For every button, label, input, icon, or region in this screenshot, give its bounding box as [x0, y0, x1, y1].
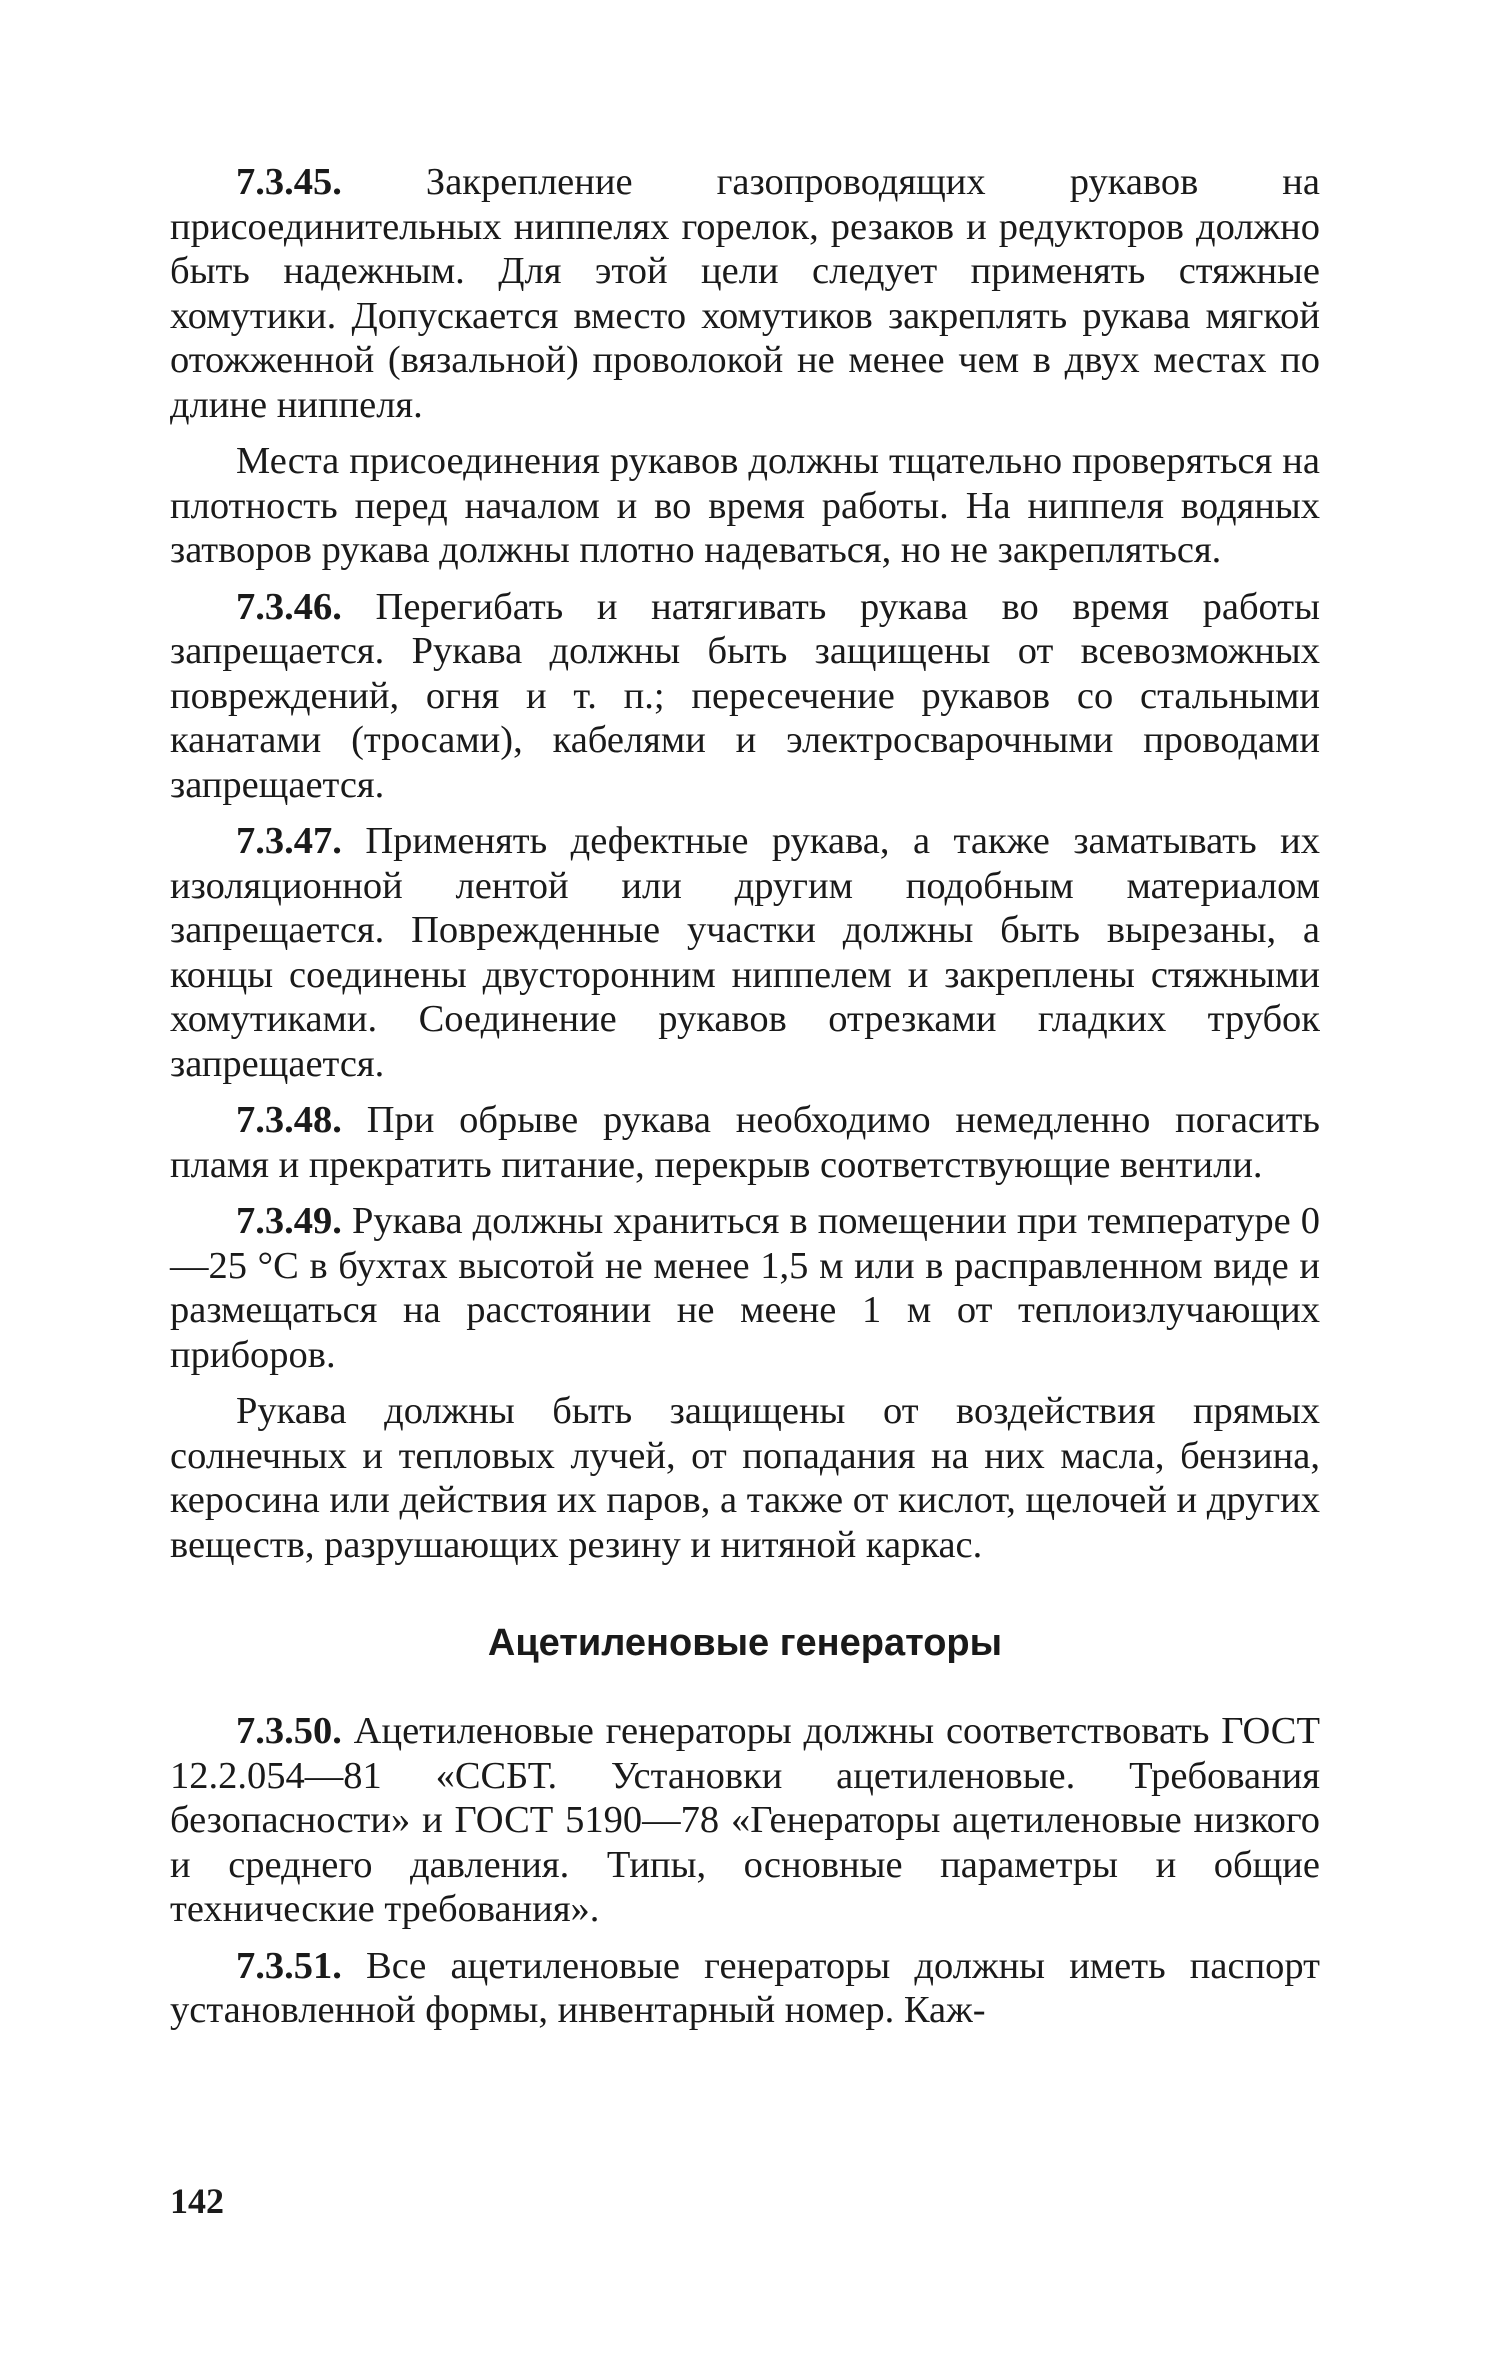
document-page [170, 160, 1320, 2045]
paragraph-text: Ацетиленовые генераторы должны соответствовать ГОСТ 12.2.054—81 «ССБТ. Установки ацетиленовые. Требования безопасности» и ГОСТ 5190—78 «Генераторы ацетиленовые низкого и среднего давления. Типы, основные параметры и общие технические требования». [170, 1710, 1320, 1930]
paragraph-text: При обрыве рукава необходимо немедленно погасить пламя и прекратить питание, перекрыв соответствующие вентили. [170, 1099, 1320, 1186]
paragraph-text: Применять дефектные рукава, а также заматывать их изоляционной лентой или другим подобным материалом запрещается. Поврежденные участки должны быть вырезаны, а концы соединены двусторонним ниппелем и закреплены стяжными хомутиками. Соединение рукавов отрезками гладких трубок запрещается. [170, 820, 1320, 1085]
paragraph-7-3-49 [170, 1199, 1320, 1377]
clause-number: 7.3.47. [236, 820, 342, 862]
paragraph-7-3-49-cont [170, 1389, 1320, 1567]
paragraph-text: Рукава должны храниться в помещении при температуре 0—25 °С в бухтах высотой не менее 1,5 м или в расправленном виде и размещаться на расстоянии не меене 1 м от теплоизлучающих приборов. [170, 1200, 1320, 1376]
paragraph-7-3-50 [170, 1709, 1320, 1932]
clause-number: 7.3.50. [236, 1710, 342, 1752]
clause-number: 7.3.51. [236, 1944, 342, 1987]
paragraph-7-3-48 [170, 1098, 1320, 1187]
paragraph-7-3-45 [170, 160, 1320, 427]
paragraph-text: Перегибать и натягивать рукава во время работы запрещается. Рукава должны быть защищены от всевозможных повреждений, огня и т. п.; пересечение рукавов со стальными канатами (тросами), кабелями и электросварочными проводами запрещается. [170, 585, 1320, 806]
paragraph-7-3-51 [170, 1944, 1320, 2033]
clause-number: 7.3.48. [236, 1099, 342, 1141]
clause-number: 7.3.49. [236, 1200, 342, 1242]
paragraph-7-3-47 [170, 819, 1320, 1086]
paragraph-text: Рукава должны быть защищены от воздействия прямых солнечных и тепловых лучей, от попадания на них масла, бензина, керосина или действия их паров, а также от кислот, щелочей и других веществ, разрушающих резину и нитяной каркас. [170, 1390, 1320, 1566]
paragraph-7-3-45-cont [170, 439, 1320, 573]
section-heading: Ацетиленовые генераторы [487, 1622, 1003, 1664]
clause-number: 7.3.45. [236, 161, 342, 203]
clause-number: 7.3.46. [236, 585, 342, 628]
paragraph-text: Места присоединения рукавов должны тщательно проверяться на плотность перед началом и во время работы. На ниппеля водяных затворов рукава должны плотно надеваться, но не закрепляться. [170, 440, 1320, 571]
paragraph-text: Все ацетиленовые генераторы должны иметь паспорт установленной формы, инвентарный номер. Каж- [170, 1944, 1320, 2031]
page-number: 142 [170, 2181, 224, 2221]
paragraph-text: Закрепление газопроводящих рукавов на присоединительных ниппелях горелок, резаков и редукторов должно быть надежным. Для этой цели следует применять стяжные хомутики. Допускается вместо хомутиков закреплять рукава мягкой отожженной (вязальной) проволокой не менее чем в двух местах по длине ниппеля. [170, 161, 1320, 426]
paragraph-7-3-46 [170, 585, 1320, 808]
